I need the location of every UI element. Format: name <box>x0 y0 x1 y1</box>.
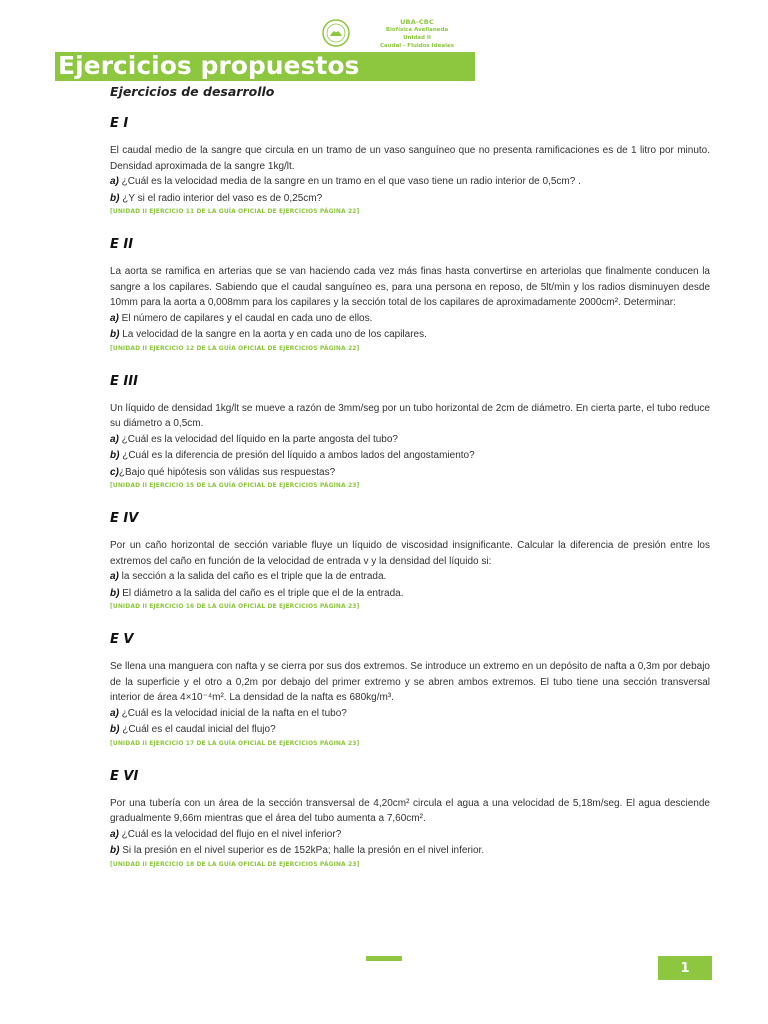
exercise-reference: [UNIDAD II EJERCICIO 18 DE LA GUÍA OFICIAL DE EJERCICIOS PÁGINA 23] <box>110 860 360 868</box>
section-subtitle: Ejercicios de desarrollo <box>110 84 275 99</box>
exercise-text: Por una tubería con un área de la sección transversal de 4,20cm² circula el agua a una velocidad de 5,18m/seg. El agua desciende gradualmente 9,66m mientras que el área del tubo aumenta a 7,60cm². <box>110 797 710 824</box>
question-text: El diámetro a la salida del caño es el triple que el de la entrada. <box>119 587 404 599</box>
question-text: ¿Cuál es el caudal inicial del flujo? <box>119 724 276 735</box>
exercise-4 <box>110 511 710 612</box>
question-text: ¿Cuál es la velocidad del líquido en la parte angosta del tubo? <box>118 433 398 445</box>
question-text: ¿Bajo qué hipótesis son válidas sus respuestas? <box>118 466 336 478</box>
question-label: b) <box>110 724 120 735</box>
question-a <box>110 827 710 844</box>
question-label: b) <box>110 192 120 204</box>
exercise-title: E I <box>110 116 129 131</box>
question-label: b) <box>110 329 120 340</box>
question-label: a) <box>110 828 119 840</box>
page-title: Ejercicios propuestos <box>58 51 360 80</box>
exercise-reference: [UNIDAD II EJERCICIO 15 DE LA GUÍA OFICIAL DE EJERCICIOS PÁGINA 23] <box>110 482 360 489</box>
question-text: ¿Cuál es la velocidad inicial de la nafta en el tubo? <box>118 707 347 719</box>
question-label: a) <box>110 176 119 187</box>
page-number: 1 <box>658 956 712 980</box>
exercise-text: Un líquido de densidad 1kg/lt se mueve a razón de 3mm/seg por un tubo horizontal de 2cm de diámetro. En cierta parte, el tubo reduce su diámetro a 0,5cm. <box>110 402 710 429</box>
footer-accent-line <box>366 956 402 961</box>
header-line-1: UBA-CBC <box>400 18 434 26</box>
exercise-reference: [UNIDAD II EJERCICIO 17 DE LA GUÍA OFICIAL DE EJERCICIOS PÁGINA 23] <box>110 739 360 747</box>
question-label: a) <box>110 571 119 582</box>
question-label: b) <box>110 587 120 599</box>
question-text: ¿Cuál es la velocidad del flujo en el nivel inferior? <box>118 828 342 840</box>
exercise-title: E IV <box>110 511 139 526</box>
header-line-3: Unidad II <box>403 35 431 41</box>
question-label: b) <box>110 845 120 856</box>
question-label: a) <box>110 312 119 324</box>
exercise-reference: [UNIDAD II EJERCICIO 12 DE LA GUÍA OFICIAL DE EJERCICIOS PÁGINA 22] <box>110 344 360 352</box>
question-text: Si la presión en el nivel superior es de 152kPa; halle la presión en el nivel inferior. <box>119 845 485 856</box>
question-label: a) <box>110 433 119 445</box>
question-a <box>110 311 710 328</box>
question-text: la sección a la salida del caño es el triple que la de entrada. <box>118 571 387 582</box>
exercise-title: E VI <box>110 768 139 784</box>
question-a <box>110 706 710 723</box>
question-b <box>110 722 710 739</box>
exercise-text: Se llena una manguera con nafta y se cierra por sus dos extremos. Se introduce un extremo en un depósito de nafta a 0,3m por debajo de la superficie y el otro a 0,2m por debajo del primer extremo y se abren ambos extremos. El tubo tiene una sección transversal interior de área 4×10⁻⁴m². La densidad de la nafta es 680kg/m³. <box>110 661 710 703</box>
exercise-list <box>110 108 710 890</box>
question-a <box>110 432 710 449</box>
exercise-title: E V <box>110 632 134 647</box>
exercise-3 <box>110 374 710 492</box>
question-a <box>110 569 710 586</box>
question-label: c) <box>110 466 119 478</box>
exercise-1 <box>110 116 710 217</box>
exercise-title: E II <box>110 237 134 252</box>
exercise-5 <box>110 632 710 749</box>
question-text: ¿Cuál es la diferencia de presión del líquido a ambos lados del angostamiento? <box>119 450 475 461</box>
header-line-2: Biofísica Avellaneda <box>385 27 449 33</box>
exercise-text: Por un caño horizontal de sección variable fluye un líquido de viscosidad insignificante. Calcular la diferencia de presión entre los extremos del caño en función de la velocidad de entrada v y la densidad del líquido si: <box>110 540 710 567</box>
exercise-6 <box>110 769 710 870</box>
question-b <box>110 586 710 603</box>
university-logo-icon <box>322 19 350 47</box>
question-text: ¿Y si el radio interior del vaso es de 0,25cm? <box>119 192 323 204</box>
question-c <box>110 465 710 482</box>
exercise-2 <box>110 237 710 354</box>
question-a <box>110 174 710 191</box>
exercise-title: E III <box>110 373 138 389</box>
exercise-reference: [UNIDAD II EJERCICIO 11 DE LA GUÍA OFICIAL DE EJERCICIOS PÁGINA 22] <box>110 208 360 215</box>
exercise-text: La aorta se ramifica en arterias que se van haciendo cada vez más finas hasta convertirse en arteriolas que finalmente conducen la sangre a los capilares. Sabiendo que el caudal sanguíneo es, para una persona en reposo, de 5lt/min y los radios disminuyen desde 10mm para la aorta a 0,008mm para los capilares y la sección total de los capilares de aproximadamente 2000cm². Determinar: <box>110 266 710 308</box>
question-b <box>110 191 710 208</box>
exercise-reference: [UNIDAD II EJERCICIO 16 DE LA GUÍA OFICIAL DE EJERCICIOS PÁGINA 23] <box>110 603 360 610</box>
question-label: b) <box>110 450 120 461</box>
header-line-4: Caudal - Fluidos Ideales <box>380 43 454 49</box>
question-b <box>110 327 710 344</box>
exercise-text: El caudal medio de la sangre que circula en un tramo de un vaso sanguíneo que no presenta ramificaciones es de 1 litro por minuto. Densidad aproximada de la sangre 1kg/lt. <box>110 145 710 172</box>
question-b <box>110 448 710 465</box>
question-b <box>110 843 710 860</box>
question-text: El número de capilares y el caudal en cada uno de ellos. <box>118 312 373 324</box>
question-text: La velocidad de la sangre en la aorta y en cada uno de los capilares. <box>119 329 427 340</box>
header-meta <box>362 18 472 50</box>
question-label: a) <box>110 707 119 719</box>
question-text: ¿Cuál es la velocidad media de la sangre en un tramo en el que vaso tiene un radio interior de 0,5cm? . <box>118 176 581 187</box>
